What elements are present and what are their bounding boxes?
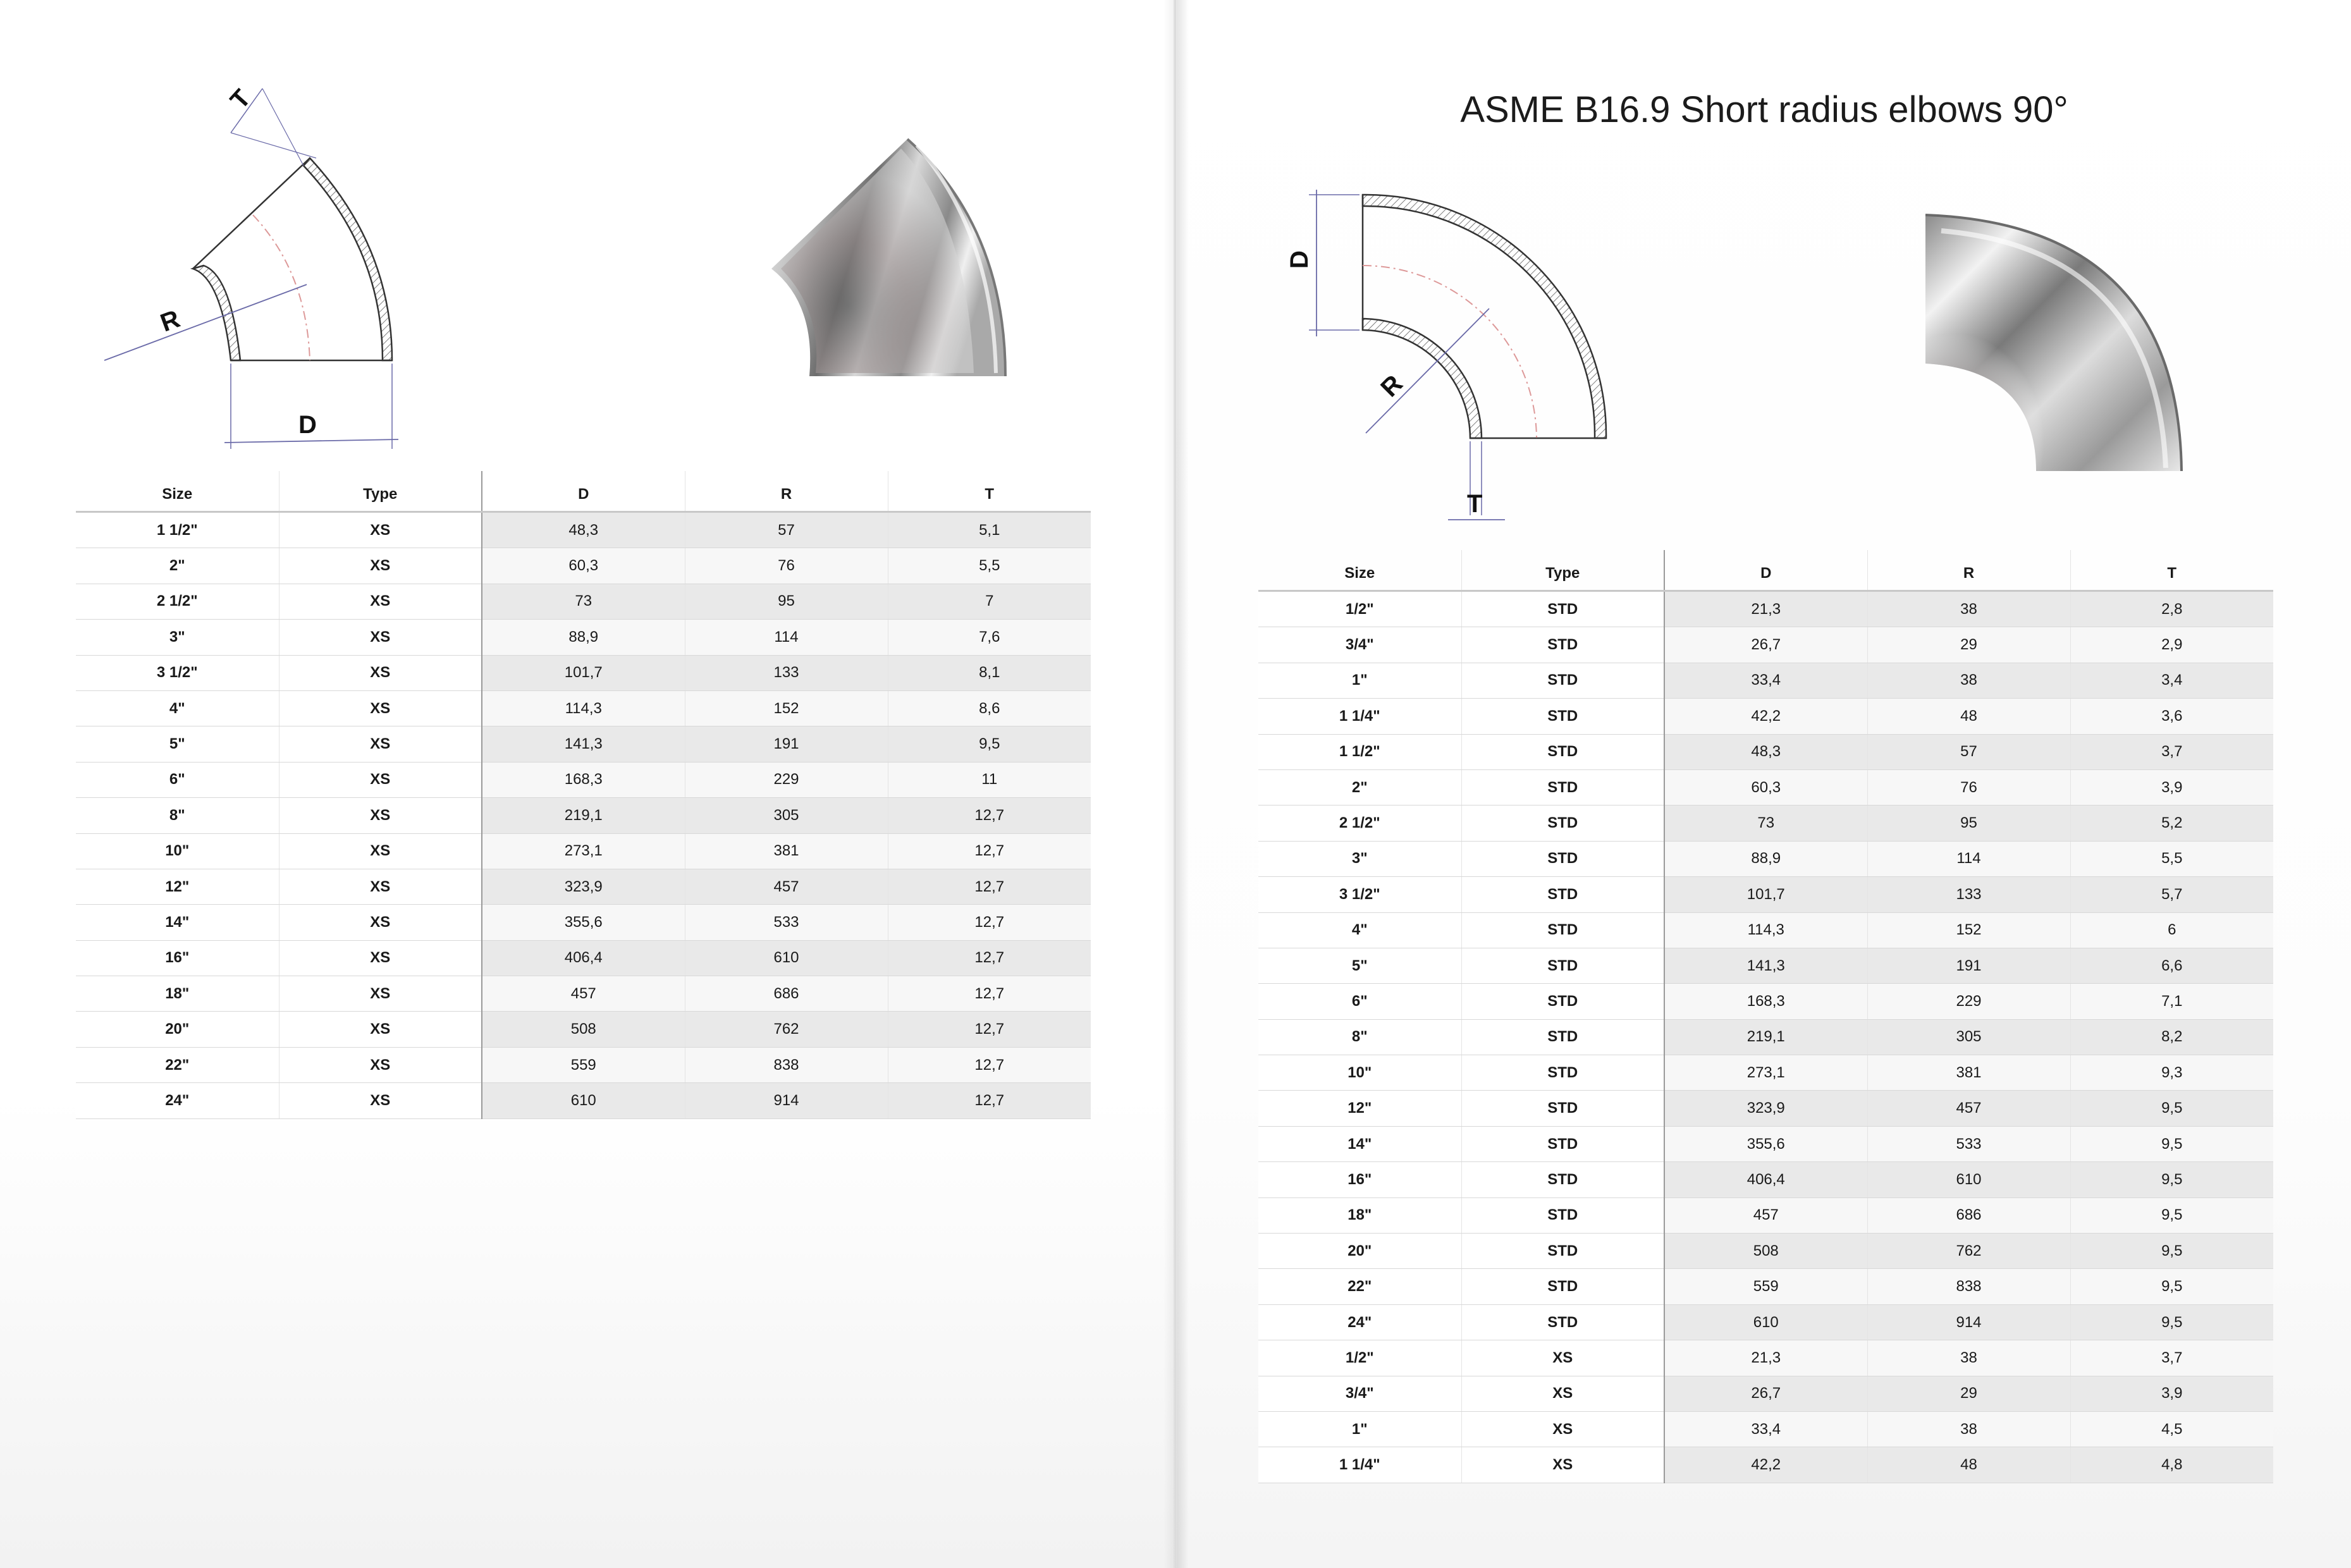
right-table-body — [1258, 591, 2273, 1483]
table-row — [1258, 948, 2273, 983]
table-row — [76, 798, 1091, 833]
cell-t: 4,5 — [2070, 1411, 2273, 1447]
cell-type: XS — [279, 940, 482, 976]
cell-r: 381 — [685, 833, 888, 869]
table-row — [1258, 805, 2273, 841]
cell-r: 38 — [1867, 591, 2070, 627]
table-row — [1258, 1340, 2273, 1376]
cell-type: XS — [279, 905, 482, 940]
cell-d: 610 — [482, 1083, 685, 1118]
cell-r: 57 — [685, 512, 888, 548]
cell-d: 101,7 — [1664, 877, 1867, 912]
cell-d: 48,3 — [1664, 734, 1867, 769]
cell-type: XS — [279, 1012, 482, 1047]
cell-r: 95 — [1867, 805, 2070, 841]
cell-t: 12,7 — [888, 905, 1091, 940]
cell-size: 1 1/2" — [76, 512, 279, 548]
right-dimensions-table — [1258, 550, 2273, 1483]
cell-d: 168,3 — [1664, 984, 1867, 1019]
cell-d: 457 — [482, 976, 685, 1012]
elbow-45-diagram — [95, 84, 424, 455]
cell-d: 114,3 — [1664, 912, 1867, 948]
cell-size: 12" — [76, 869, 279, 904]
cell-size: 3/4" — [1258, 1376, 1461, 1411]
cell-size: 6" — [76, 762, 279, 797]
cell-d: 508 — [482, 1012, 685, 1047]
table-row — [76, 1083, 1091, 1118]
cell-r: 838 — [1867, 1269, 2070, 1304]
cell-size: 4" — [76, 690, 279, 726]
cell-t: 5,7 — [2070, 877, 2273, 912]
cell-d: 273,1 — [1664, 1055, 1867, 1091]
cell-size: 14" — [76, 905, 279, 940]
cell-d: 141,3 — [1664, 948, 1867, 983]
cell-type: STD — [1461, 1304, 1664, 1340]
cell-size: 16" — [1258, 1162, 1461, 1197]
cell-size: 18" — [1258, 1197, 1461, 1233]
cell-t: 3,7 — [2070, 734, 2273, 769]
cell-type: XS — [279, 762, 482, 797]
cell-r: 686 — [1867, 1197, 2070, 1233]
cell-d: 60,3 — [482, 548, 685, 584]
cell-t: 5,5 — [2070, 841, 2273, 876]
cell-t: 9,5 — [2070, 1269, 2273, 1304]
cell-d: 26,7 — [1664, 1376, 1867, 1411]
table-row — [1258, 699, 2273, 734]
cell-d: 88,9 — [1664, 841, 1867, 876]
cell-t: 6,6 — [2070, 948, 2273, 983]
cell-r: 610 — [685, 940, 888, 976]
cell-type: STD — [1461, 663, 1664, 698]
table-row — [1258, 1447, 2273, 1483]
cell-d: 559 — [1664, 1269, 1867, 1304]
table-row — [1258, 1234, 2273, 1269]
cell-d: 48,3 — [482, 512, 685, 548]
table-row — [1258, 841, 2273, 876]
cell-r: 762 — [685, 1012, 888, 1047]
cell-size: 1 1/2" — [1258, 734, 1461, 769]
cell-r: 191 — [1867, 948, 2070, 983]
cell-type: XS — [279, 690, 482, 726]
table-row — [1258, 734, 2273, 769]
cell-r: 76 — [685, 548, 888, 584]
header-t: T — [888, 471, 1091, 512]
table-row — [1258, 984, 2273, 1019]
diagram-label-t: T — [224, 84, 257, 115]
cell-d: 73 — [1664, 805, 1867, 841]
cell-r: 533 — [685, 905, 888, 940]
cell-size: 2 1/2" — [76, 584, 279, 619]
cell-type: STD — [1461, 1019, 1664, 1055]
cell-d: 273,1 — [482, 833, 685, 869]
cell-size: 5" — [76, 726, 279, 762]
cell-r: 114 — [1867, 841, 2070, 876]
cell-d: 26,7 — [1664, 627, 1867, 663]
cell-type: XS — [279, 548, 482, 584]
cell-size: 4" — [1258, 912, 1461, 948]
cell-size: 24" — [1258, 1304, 1461, 1340]
diagram-label-r: R — [157, 305, 184, 338]
cell-t: 5,2 — [2070, 805, 2273, 841]
cell-d: 406,4 — [482, 940, 685, 976]
cell-size: 3 1/2" — [76, 655, 279, 690]
table-row — [76, 905, 1091, 940]
table-row — [1258, 663, 2273, 698]
cell-type: STD — [1461, 1126, 1664, 1161]
cell-t: 12,7 — [888, 1083, 1091, 1118]
table-row — [76, 548, 1091, 584]
cell-size: 24" — [76, 1083, 279, 1118]
cell-type: STD — [1461, 1162, 1664, 1197]
table-row — [1258, 1304, 2273, 1340]
cell-r: 133 — [685, 655, 888, 690]
cell-size: 5" — [1258, 948, 1461, 983]
table-row — [76, 1012, 1091, 1047]
cell-type: STD — [1461, 1091, 1664, 1126]
cell-type: STD — [1461, 734, 1664, 769]
table-row — [1258, 1376, 2273, 1411]
header-t: T — [2070, 550, 2273, 591]
table-row — [1258, 1055, 2273, 1091]
cell-r: 610 — [1867, 1162, 2070, 1197]
cell-size: 2 1/2" — [1258, 805, 1461, 841]
table-row — [76, 833, 1091, 869]
cell-t: 2,9 — [2070, 627, 2273, 663]
cell-type: XS — [1461, 1447, 1664, 1483]
cell-t: 3,9 — [2070, 769, 2273, 805]
cell-size: 1 1/4" — [1258, 1447, 1461, 1483]
cell-t: 8,2 — [2070, 1019, 2273, 1055]
cell-d: 88,9 — [482, 620, 685, 655]
table-row — [1258, 1091, 2273, 1126]
diagram-label-r: R — [1375, 369, 1408, 403]
cell-size: 1/2" — [1258, 591, 1461, 627]
table-row — [1258, 769, 2273, 805]
cell-size: 18" — [76, 976, 279, 1012]
cell-size: 1 1/4" — [1258, 699, 1461, 734]
cell-r: 457 — [685, 869, 888, 904]
cell-size: 20" — [1258, 1234, 1461, 1269]
cell-d: 355,6 — [1664, 1126, 1867, 1161]
cell-t: 9,5 — [2070, 1197, 2273, 1233]
cell-d: 101,7 — [482, 655, 685, 690]
cell-size: 10" — [1258, 1055, 1461, 1091]
table-row — [1258, 1269, 2273, 1304]
cell-d: 355,6 — [482, 905, 685, 940]
header-r: R — [685, 471, 888, 512]
cell-t: 7,6 — [888, 620, 1091, 655]
cell-t: 9,5 — [888, 726, 1091, 762]
diagram-label-d: D — [1286, 250, 1313, 269]
cell-size: 1/2" — [1258, 1340, 1461, 1376]
cell-t: 9,5 — [2070, 1162, 2273, 1197]
cell-type: STD — [1461, 591, 1664, 627]
cell-t: 3,9 — [2070, 1376, 2273, 1411]
cell-size: 8" — [76, 798, 279, 833]
cell-r: 95 — [685, 584, 888, 619]
cell-r: 38 — [1867, 663, 2070, 698]
table-row — [76, 584, 1091, 619]
cell-type: XS — [279, 620, 482, 655]
cell-d: 323,9 — [1664, 1091, 1867, 1126]
cell-d: 21,3 — [1664, 591, 1867, 627]
cell-r: 229 — [1867, 984, 2070, 1019]
cell-r: 48 — [1867, 1447, 2070, 1483]
cell-d: 33,4 — [1664, 1411, 1867, 1447]
cell-type: XS — [279, 1083, 482, 1118]
cell-type: XS — [279, 726, 482, 762]
table-row — [76, 512, 1091, 548]
cell-t: 8,1 — [888, 655, 1091, 690]
cell-type: XS — [1461, 1340, 1664, 1376]
cell-d: 33,4 — [1664, 663, 1867, 698]
cell-r: 686 — [685, 976, 888, 1012]
cell-t: 12,7 — [888, 940, 1091, 976]
header-d: D — [482, 471, 685, 512]
cell-r: 152 — [685, 690, 888, 726]
cell-r: 48 — [1867, 699, 2070, 734]
cell-type: STD — [1461, 1269, 1664, 1304]
cell-d: 406,4 — [1664, 1162, 1867, 1197]
cell-t: 5,5 — [888, 548, 1091, 584]
cell-d: 219,1 — [1664, 1019, 1867, 1055]
header-d: D — [1664, 550, 1867, 591]
cell-r: 457 — [1867, 1091, 2070, 1126]
cell-type: STD — [1461, 984, 1664, 1019]
cell-size: 20" — [76, 1012, 279, 1047]
cell-r: 229 — [685, 762, 888, 797]
header-r: R — [1867, 550, 2070, 591]
table-row — [1258, 1162, 2273, 1197]
cell-type: STD — [1461, 699, 1664, 734]
cell-type: XS — [279, 655, 482, 690]
cell-d: 42,2 — [1664, 1447, 1867, 1483]
cell-size: 12" — [1258, 1091, 1461, 1126]
cell-t: 2,8 — [2070, 591, 2273, 627]
cell-r: 38 — [1867, 1340, 2070, 1376]
cell-d: 219,1 — [482, 798, 685, 833]
cell-t: 3,4 — [2070, 663, 2273, 698]
cell-d: 457 — [1664, 1197, 1867, 1233]
cell-type: XS — [279, 798, 482, 833]
table-row — [76, 655, 1091, 690]
cell-size: 3" — [76, 620, 279, 655]
cell-r: 191 — [685, 726, 888, 762]
cell-t: 5,1 — [888, 512, 1091, 548]
page-title: ASME B16.9 Short radius elbows 90° — [1460, 89, 2068, 130]
cell-t: 8,6 — [888, 690, 1091, 726]
cell-size: 1" — [1258, 663, 1461, 698]
cell-t: 12,7 — [888, 798, 1091, 833]
cell-size: 8" — [1258, 1019, 1461, 1055]
table-row — [1258, 912, 2273, 948]
cell-r: 114 — [685, 620, 888, 655]
cell-t: 12,7 — [888, 869, 1091, 904]
cell-t: 12,7 — [888, 1047, 1091, 1082]
cell-d: 168,3 — [482, 762, 685, 797]
cell-r: 38 — [1867, 1411, 2070, 1447]
cell-type: STD — [1461, 1197, 1664, 1233]
cell-d: 141,3 — [482, 726, 685, 762]
left-table-body — [76, 512, 1091, 1119]
cell-r: 305 — [685, 798, 888, 833]
table-row — [76, 869, 1091, 904]
cell-r: 133 — [1867, 877, 2070, 912]
cell-t: 9,5 — [2070, 1126, 2273, 1161]
cell-r: 152 — [1867, 912, 2070, 948]
table-row — [1258, 877, 2273, 912]
cell-t: 3,6 — [2070, 699, 2273, 734]
cell-type: XS — [279, 833, 482, 869]
cell-r: 76 — [1867, 769, 2070, 805]
cell-d: 610 — [1664, 1304, 1867, 1340]
cell-r: 914 — [685, 1083, 888, 1118]
cell-t: 11 — [888, 762, 1091, 797]
table-row — [1258, 1411, 2273, 1447]
cell-d: 559 — [482, 1047, 685, 1082]
elbow-90-diagram — [1271, 183, 1650, 525]
cell-type: STD — [1461, 948, 1664, 983]
header-size: Size — [1258, 550, 1461, 591]
cell-d: 21,3 — [1664, 1340, 1867, 1376]
left-dimensions-table — [76, 471, 1091, 1119]
cell-type: XS — [279, 1047, 482, 1082]
cell-type: XS — [1461, 1411, 1664, 1447]
cell-r: 533 — [1867, 1126, 2070, 1161]
cell-t: 12,7 — [888, 976, 1091, 1012]
cell-type: XS — [279, 584, 482, 619]
cell-r: 838 — [685, 1047, 888, 1082]
cell-type: STD — [1461, 769, 1664, 805]
cell-type: STD — [1461, 877, 1664, 912]
table-row — [76, 690, 1091, 726]
cell-size: 14" — [1258, 1126, 1461, 1161]
cell-type: STD — [1461, 912, 1664, 948]
cell-d: 323,9 — [482, 869, 685, 904]
cell-r: 29 — [1867, 627, 2070, 663]
cell-t: 9,3 — [2070, 1055, 2273, 1091]
table-row — [76, 762, 1091, 797]
cell-size: 1" — [1258, 1411, 1461, 1447]
cell-r: 914 — [1867, 1304, 2070, 1340]
cell-type: XS — [279, 976, 482, 1012]
cell-d: 73 — [482, 584, 685, 619]
cell-size: 22" — [76, 1047, 279, 1082]
cell-type: STD — [1461, 1234, 1664, 1269]
cell-r: 29 — [1867, 1376, 2070, 1411]
cell-t: 9,5 — [2070, 1234, 2273, 1269]
table-row — [76, 940, 1091, 976]
cell-t: 9,5 — [2070, 1304, 2273, 1340]
cell-t: 12,7 — [888, 833, 1091, 869]
cell-size: 3 1/2" — [1258, 877, 1461, 912]
cell-size: 3" — [1258, 841, 1461, 876]
elbow-90-photo — [1922, 212, 2188, 477]
cell-r: 381 — [1867, 1055, 2070, 1091]
table-row — [1258, 1197, 2273, 1233]
cell-t: 9,5 — [2070, 1091, 2273, 1126]
elbow-45-photo — [765, 133, 1018, 386]
table-row — [76, 976, 1091, 1012]
cell-size: 3/4" — [1258, 627, 1461, 663]
table-row — [76, 726, 1091, 762]
cell-t: 3,7 — [2070, 1340, 2273, 1376]
cell-t: 4,8 — [2070, 1447, 2273, 1483]
table-row — [76, 620, 1091, 655]
cell-size: 2" — [76, 548, 279, 584]
cell-size: 10" — [76, 833, 279, 869]
cell-r: 305 — [1867, 1019, 2070, 1055]
cell-size: 2" — [1258, 769, 1461, 805]
cell-t: 12,7 — [888, 1012, 1091, 1047]
cell-size: 22" — [1258, 1269, 1461, 1304]
cell-type: STD — [1461, 805, 1664, 841]
table-row — [1258, 1126, 2273, 1161]
table-row — [1258, 591, 2273, 627]
cell-type: XS — [1461, 1376, 1664, 1411]
cell-r: 57 — [1867, 734, 2070, 769]
cell-type: XS — [279, 869, 482, 904]
table-header-row — [1258, 550, 2273, 591]
table-row — [76, 1047, 1091, 1082]
cell-d: 508 — [1664, 1234, 1867, 1269]
cell-d: 114,3 — [482, 690, 685, 726]
table-row — [1258, 1019, 2273, 1055]
diagram-label-d: D — [298, 411, 317, 439]
cell-type: STD — [1461, 1055, 1664, 1091]
cell-t: 7 — [888, 584, 1091, 619]
header-type: Type — [1461, 550, 1664, 591]
header-type: Type — [279, 471, 482, 512]
table-row — [1258, 627, 2273, 663]
cell-type: XS — [279, 512, 482, 548]
cell-t: 6 — [2070, 912, 2273, 948]
header-size: Size — [76, 471, 279, 512]
cell-size: 16" — [76, 940, 279, 976]
cell-type: STD — [1461, 627, 1664, 663]
cell-type: STD — [1461, 841, 1664, 876]
table-header-row — [76, 471, 1091, 512]
diagram-label-t: T — [1467, 490, 1483, 518]
cell-r: 762 — [1867, 1234, 2070, 1269]
cell-size: 6" — [1258, 984, 1461, 1019]
cell-d: 60,3 — [1664, 769, 1867, 805]
cell-t: 7,1 — [2070, 984, 2273, 1019]
cell-d: 42,2 — [1664, 699, 1867, 734]
